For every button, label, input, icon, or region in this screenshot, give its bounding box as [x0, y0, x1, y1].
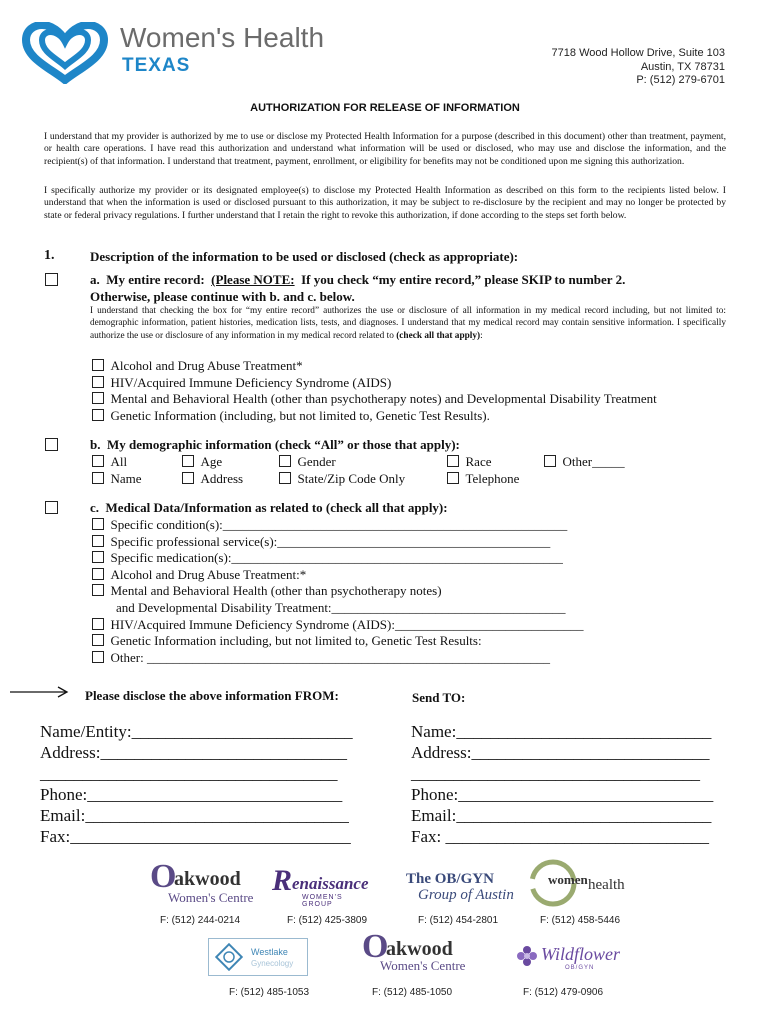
checkbox[interactable]: [92, 634, 104, 646]
clinic-address: [552, 47, 725, 88]
entire-record-checkbox[interactable]: [45, 273, 58, 286]
fax-renaissance: F: (512) 425-3809: [287, 915, 368, 926]
item-label: HIV/Acquired Immune Deficiency Syndrome (AIDS):_____________________________: [110, 616, 584, 632]
item-label: Specific professional service(s):__________________________________________: [110, 533, 551, 549]
section-number: 1.: [44, 248, 55, 263]
oakwood-sub: Women's Centre: [380, 958, 466, 973]
list-item: [92, 583, 583, 600]
westlake-logo: [208, 938, 308, 976]
to-address-field[interactable]: Address:____________________________: [411, 743, 710, 762]
demo-option-age: [182, 454, 222, 470]
oakwood-name: akwood: [386, 938, 453, 960]
option-label: Name: [110, 471, 142, 486]
fax-oakwood-seton: F: (512) 485-1050: [372, 987, 453, 998]
item-label: Alcohol and Drug Abuse Treatment:*: [110, 566, 307, 582]
westlake-emblem-icon: [215, 943, 243, 971]
westlake-sub: Gynecology: [251, 959, 294, 968]
section-a-note: (Please NOTE:: [211, 272, 295, 287]
wildflower-logo: [515, 940, 621, 976]
address-line-1: 7718 Wood Hollow Drive, Suite 103: [551, 47, 725, 59]
oakwood-sub: Women's Centre: [168, 890, 254, 905]
checkbox[interactable]: [182, 455, 194, 467]
checkbox[interactable]: [92, 359, 104, 371]
section-a-list: [92, 358, 657, 424]
demo-option-race: [447, 454, 491, 470]
section-c-list: [92, 517, 583, 666]
from-fields: [40, 721, 353, 847]
intro-paragraph-1: I understand that my provider is authorized by me to use or disclose my Protected Health Information for a purpose (described in this document) other than treatment, payment, or health care operations. I have read this authorization and understand what information will be used or disclosed, who may use and disclose the information, and the recipient(s) of that information. I understand that treatment, payment, enrollment, or eligibility for benefits may not be conditioned upon me signing this authorization.: [44, 131, 726, 167]
checkbox[interactable]: [92, 472, 104, 484]
obgyn-name: The OB/GYN: [406, 871, 494, 887]
from-address-field[interactable]: Address:_____________________________: [40, 743, 347, 762]
oakwood-seton-logo: [362, 928, 467, 978]
demo-option-name: [92, 471, 142, 487]
demo-option-gender: [279, 454, 336, 470]
item-label: Genetic Information (including, but not limited to, Genetic Test Results).: [110, 407, 490, 423]
list-item: [92, 391, 657, 408]
section-a-paragraph: [90, 305, 726, 342]
checkbox[interactable]: [447, 455, 459, 467]
demo-option-other: [544, 454, 625, 470]
to-phone-field[interactable]: Phone:______________________________: [411, 785, 714, 804]
brand-logo: [20, 22, 110, 84]
list-item: [92, 633, 583, 650]
option-label: Race: [465, 454, 492, 469]
fax-oakwood: F: (512) 244-0214: [160, 915, 241, 926]
section-c-title: [90, 500, 448, 516]
to-name-field[interactable]: Name:______________________________: [411, 722, 712, 741]
brand-name: Women's Health: [120, 22, 325, 53]
option-label: Other_____: [562, 454, 625, 469]
checkbox[interactable]: [92, 584, 104, 596]
page-title: AUTHORIZATION FOR RELEASE OF INFORMATION: [250, 102, 520, 114]
list-item: [92, 408, 657, 425]
demographic-checkbox[interactable]: [45, 438, 58, 451]
send-to-label: Send TO:: [412, 690, 466, 705]
from-address-line2-field[interactable]: ___________________________________: [40, 764, 338, 783]
obgyn-sub: Group of Austin: [418, 887, 514, 903]
item-label: Other: ______________________________________________________________: [110, 649, 550, 665]
oakwood-name: akwood: [174, 868, 241, 890]
section-c-letter: c.: [90, 500, 100, 515]
oakwood-o-mark: O: [362, 928, 389, 965]
option-label: State/Zip Code Only: [297, 471, 406, 486]
to-fax-field[interactable]: Fax: _______________________________: [411, 827, 709, 846]
renaissance-sub: WOMEN'S GROUP: [302, 894, 343, 908]
from-email-field[interactable]: Email:_______________________________: [40, 806, 349, 825]
section-a-letter: a.: [90, 272, 100, 287]
item-label: Specific condition(s):_____________________________________________________: [110, 517, 568, 532]
arrow-right-icon: [10, 685, 70, 699]
heart-logo-icon: [20, 22, 110, 84]
section-a-line2: Otherwise, please continue with b. and c. below.: [90, 289, 355, 304]
checkbox[interactable]: [92, 455, 104, 467]
obgyn-group-logo: [406, 871, 514, 907]
renaissance-name: enaissance: [292, 874, 369, 893]
section-a-rest: If you check “my entire record,” please SKIP to number 2.: [301, 272, 626, 287]
option-label: Address: [200, 471, 244, 486]
demo-option-state-zip: [279, 471, 405, 487]
option-label: Telephone: [465, 471, 520, 486]
from-name-field[interactable]: Name/Entity:__________________________: [40, 722, 353, 741]
renaissance-r-mark: R: [272, 864, 293, 897]
list-item: [92, 517, 583, 534]
demo-option-telephone: [447, 471, 519, 487]
checkbox[interactable]: [92, 409, 104, 421]
to-address-line2-field[interactable]: __________________________________: [411, 764, 700, 783]
list-item: [92, 375, 657, 392]
checkbox[interactable]: [544, 455, 556, 467]
option-label: All: [110, 454, 128, 469]
checkbox[interactable]: [92, 651, 104, 663]
wildflower-sub: OB/GYN: [565, 965, 595, 971]
list-item-continuation: [92, 600, 583, 617]
list-item: [92, 358, 657, 375]
medical-data-checkbox[interactable]: [45, 501, 58, 514]
section-a-paragraph-text: I understand that checking the box for “my entire record” authorizes the use or disclosure of all information in my medical record including, but not limited to: demographic information, patient histories, medication lists, tests, and diagnoses. I understand that my medical record may contain sensitive information. I specifically authorize the use or disclosure of any information in my medical record related to: [90, 306, 726, 341]
list-item: [92, 617, 583, 634]
westlake-name: Westlake: [251, 947, 288, 957]
renaissance-logo: [272, 864, 372, 908]
item-label: HIV/Acquired Immune Deficiency Syndrome (AIDS): [110, 374, 392, 390]
checkbox[interactable]: [279, 455, 291, 467]
item-label: Alcohol and Drug Abuse Treatment*: [110, 358, 303, 373]
fax-wildflower: F: (512) 479-0906: [523, 987, 604, 998]
item-label: Genetic Information including, but not limited to, Genetic Test Results:: [110, 633, 482, 649]
checkbox[interactable]: [92, 568, 104, 580]
disclose-from-label: Please disclose the above information FROM:: [85, 688, 339, 703]
checkbox[interactable]: [92, 518, 104, 530]
item-label: Specific medication(s):___________________________________________________: [110, 550, 563, 566]
women-word: women: [548, 872, 588, 887]
checkbox[interactable]: [182, 472, 194, 484]
brand-subtitle: TEXAS: [122, 55, 191, 76]
checkbox[interactable]: [92, 376, 104, 388]
to-email-field[interactable]: Email:______________________________: [411, 806, 712, 825]
item-label: and Developmental Disability Treatment:____________________________________: [116, 599, 566, 615]
women-partners-health-logo: [528, 858, 628, 908]
list-item: [92, 534, 583, 551]
section-b-title: [90, 437, 460, 453]
checkbox[interactable]: [92, 551, 104, 563]
section-heading: Description of the information to be used or disclosed (check as appropriate):: [90, 249, 519, 264]
list-item: [92, 550, 583, 567]
checkbox[interactable]: [92, 535, 104, 547]
fax-obgyn: F: (512) 454-2801: [418, 915, 499, 926]
section-a-paragraph-end: :: [480, 330, 483, 341]
oakwood-logo: [150, 858, 255, 906]
intro-paragraph-2: I specifically authorize my provider or its designated employee(s) to disclose my Protected Health Information as described on this form to the recipients listed below. I understand that when the information is used or disclosed pursuant to this authorization, it may be subject to re-disclosure by the recipient and may no longer be protected by state or federal privacy regulations. I further understand that I retain the right to revoke this authorization, if done according to the steps set forth below.: [44, 185, 726, 221]
list-item: [92, 650, 583, 667]
fax-westlake: F: (512) 485-1053: [229, 987, 310, 998]
option-label: Gender: [297, 454, 336, 469]
item-label: Mental and Behavioral Health (other than psychotherapy notes): [110, 583, 442, 599]
clinic-phone: P: (512) 279-6701: [636, 74, 725, 86]
health-word: health: [588, 877, 625, 893]
demo-option-address: [182, 471, 243, 487]
section-a-title: [90, 272, 625, 288]
option-label: Age: [200, 454, 223, 469]
oakwood-o-mark: O: [150, 858, 177, 895]
checkbox[interactable]: [92, 392, 104, 404]
from-fax-field[interactable]: Fax:_________________________________: [40, 827, 351, 846]
section-a-paragraph-bold: (check all that apply): [396, 330, 481, 341]
flower-icon: [515, 944, 539, 968]
section-a-lead: My entire record:: [106, 272, 205, 287]
section-c-text: Medical Data/Information as related to (check all that apply):: [105, 500, 448, 515]
section-b-text: My demographic information (check “All” or those that apply):: [106, 437, 460, 452]
checkbox[interactable]: [279, 472, 291, 484]
checkbox[interactable]: [447, 472, 459, 484]
wildflower-name: Wildflower: [541, 944, 621, 964]
to-fields: [411, 721, 713, 847]
from-phone-field[interactable]: Phone:______________________________: [40, 785, 343, 804]
list-item: [92, 567, 583, 584]
checkbox[interactable]: [92, 618, 104, 630]
fax-women-health: F: (512) 458-5446: [540, 915, 621, 926]
demo-option-all: [92, 454, 127, 470]
item-label: Mental and Behavioral Health (other than psychotherapy notes) and Developmental Disability Treatment: [110, 391, 657, 406]
address-line-2: Austin, TX 78731: [640, 60, 725, 73]
section-b-letter: b.: [90, 437, 101, 452]
